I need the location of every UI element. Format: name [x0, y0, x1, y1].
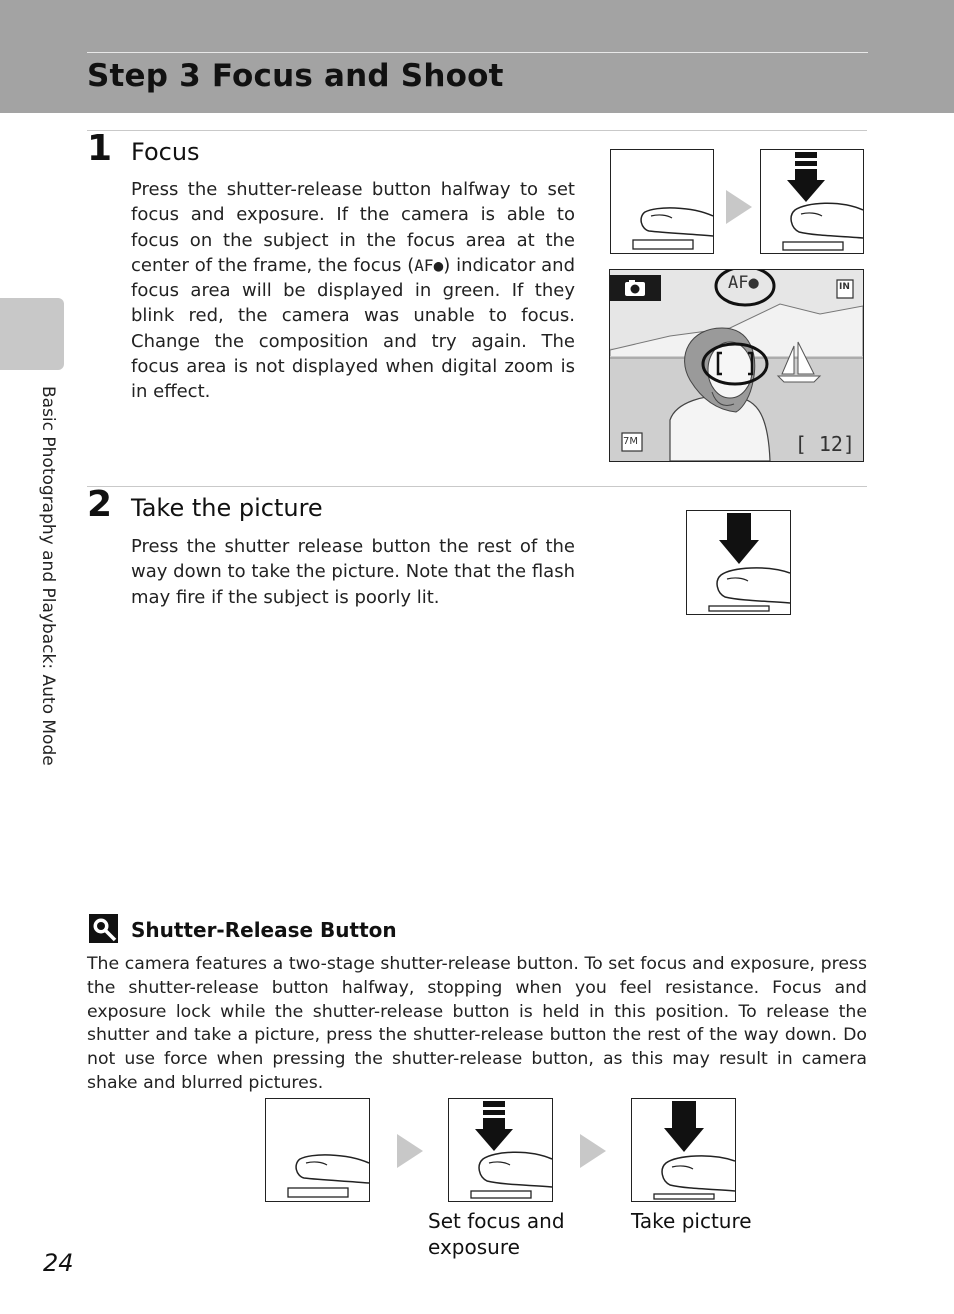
side-tab: [0, 298, 64, 370]
tip-icon: [89, 914, 118, 943]
press-down-arrow-icon: [719, 513, 759, 564]
finger-icon: [471, 1152, 552, 1198]
finger-icon: [654, 1156, 735, 1199]
press-down-arrow-icon: [787, 152, 825, 202]
frames-remaining: [ 12]: [794, 432, 855, 456]
header-rule: [87, 52, 868, 53]
step-1-divider: [87, 130, 867, 131]
note-body: The camera features a two-stage shutter-release button. To set focus and exposure, press the shutter-release button halfway, stopping when you feel resistance. Focus and exposure lock while the shutter-release button is held in this position. To release the shutter and take a picture, press the shutter-release button the rest of the way down. Do not use force when pressing the shutter-release button, as this may result in camera shake and blurred pictures.: [87, 954, 867, 1093]
af-indicator-icon: AF●: [414, 255, 444, 275]
section-label: Basic Photography and Playback: Auto Mode: [38, 386, 58, 766]
sequence-arrow-icon: [578, 1131, 608, 1171]
finger-ready-illustration: [610, 149, 714, 254]
caption-half-press: Set focus and exposure: [428, 1209, 565, 1259]
sequence-arrow-icon: [395, 1131, 425, 1171]
sequence-arrow-icon: [724, 187, 754, 227]
full-press-illustration: [686, 510, 791, 615]
caption-full-press: Take picture: [631, 1209, 752, 1233]
finger-icon: [783, 203, 863, 250]
header-band: [0, 0, 954, 113]
finger-icon: [709, 568, 790, 611]
step-2-number: 2: [87, 484, 113, 525]
step-1-number: 1: [87, 128, 113, 169]
sequence-full-press-illustration: [631, 1098, 736, 1202]
press-down-arrow-icon: [475, 1101, 513, 1151]
note-title: Shutter-Release Button: [131, 918, 397, 942]
step-1-body: Press the shutter-release button halfway to set focus and exposure. If the camera is able to focus on the subject in the focus area at the center of the frame, the focus (AF●) indicator and focus area will be displayed in green. If they blink red, the camera was unable to focus. Change the composition and try again. The focus area is not displayed when digital zoom is in effect.: [131, 179, 575, 403]
camera-mode-icon: [610, 275, 661, 301]
sequence-ready-illustration: [265, 1098, 370, 1202]
finger-icon: [633, 208, 713, 249]
step-2-body: Press the shutter release button the rest of the way down to take the picture. Note that the flash may fire if the subject is poorly lit.: [131, 536, 575, 608]
page-title: Step 3 Focus and Shoot: [87, 58, 504, 94]
memory-label: IN: [839, 282, 850, 292]
image-size-label: 7M: [623, 436, 638, 447]
half-press-illustration: [760, 149, 864, 254]
sequence-half-press-illustration: [448, 1098, 553, 1202]
step-2-heading: Take the picture: [131, 494, 323, 522]
press-down-arrow-icon: [664, 1101, 704, 1152]
step-2-divider: [87, 486, 867, 487]
af-indicator: AF●: [728, 273, 759, 293]
page-number: 24: [43, 1249, 74, 1277]
step-1-heading: Focus: [131, 138, 200, 166]
finger-icon: [288, 1155, 369, 1197]
monitor-display: [609, 269, 864, 462]
